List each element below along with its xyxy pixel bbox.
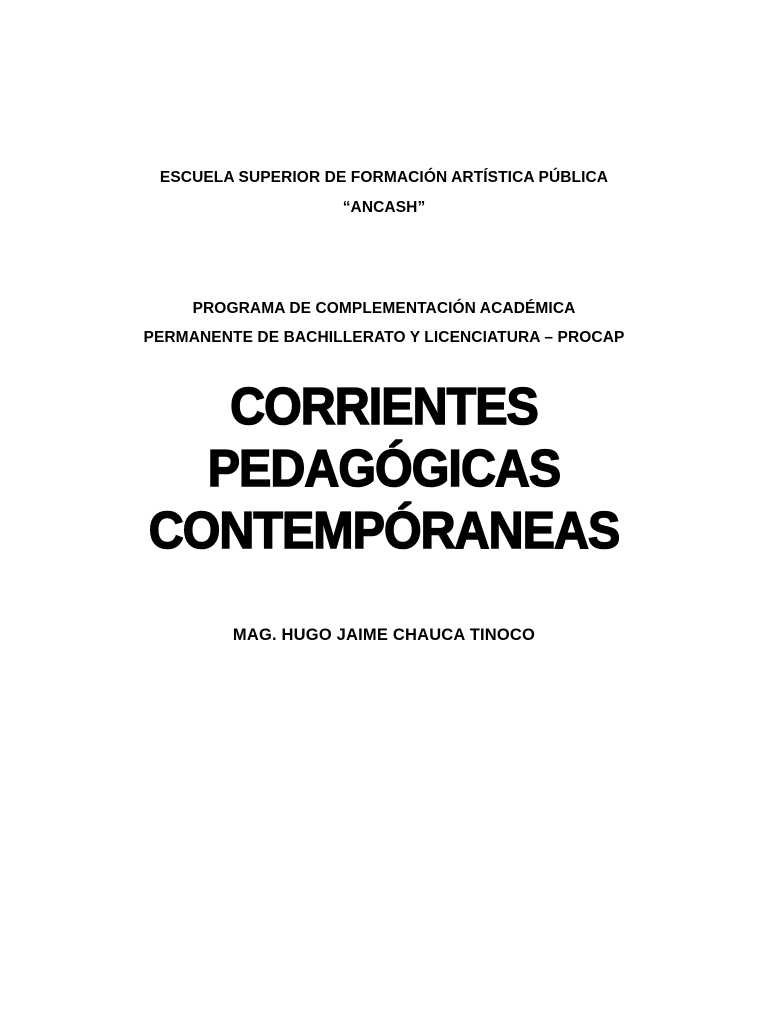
- program-name: PROGRAMA DE COMPLEMENTACIÓN ACADÉMICA: [192, 300, 576, 317]
- document-title-line-1: CORRIENTES: [230, 378, 538, 436]
- author-name: MAG. HUGO JAIME CHAUCA TINOCO: [232, 626, 536, 644]
- program-subtitle: PERMANENTE DE BACHILLERATO Y LICENCIATURA – PROCAP: [143, 329, 625, 346]
- institution-location: “ANCASH”: [342, 199, 426, 216]
- document-title-line-2: PEDAGÓGICAS: [207, 440, 561, 498]
- institution-name: ESCUELA SUPERIOR DE FORMACIÓN ARTÍSTICA PÚBLICA: [159, 169, 609, 186]
- document-title-line-3: CONTEMPÓRANEAS: [148, 502, 620, 560]
